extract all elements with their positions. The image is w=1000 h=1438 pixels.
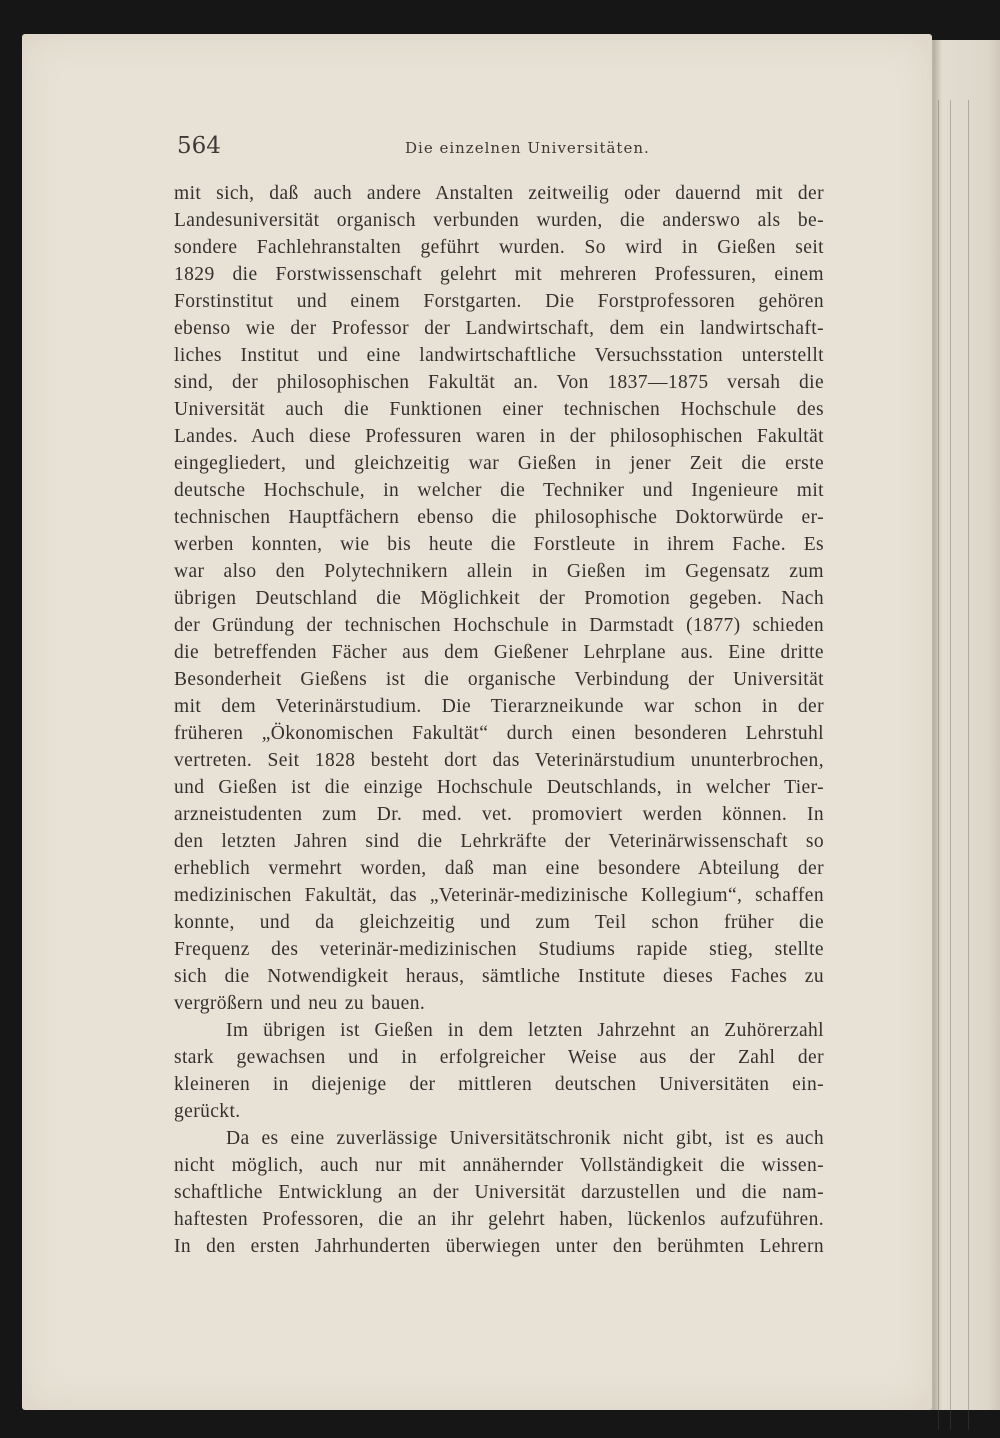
running-head: Die einzelnen Universitäten. — [405, 139, 650, 157]
page-edge — [928, 40, 1000, 1410]
text-line: Frequenz des veterinär-medizinischen Studiums rapide stieg, stellte — [174, 939, 824, 960]
text-line: früheren „Ökonomischen Fakultät“ durch einen besonderen Lehrstuhl — [174, 723, 824, 744]
text-line: mit dem Veterinärstudium. Die Tierarzneikunde war schon in der — [174, 696, 824, 717]
text-line: konnte, und da gleichzeitig und zum Teil schon früher die — [174, 912, 824, 933]
text-line: Da es eine zuverlässige Universitätschronik nicht gibt, ist es auch — [226, 1128, 824, 1149]
edge-line — [968, 100, 969, 1430]
text-line: technischen Hauptfächern ebenso die philosophische Doktorwürde er- — [174, 507, 824, 528]
text-line: medizinischen Fakultät, das „Veterinär-medizinische Kollegium“, schaffen — [174, 885, 824, 906]
text-line: Landesuniversität organisch verbunden wurden, die anderswo als be- — [174, 210, 824, 231]
text-line: vertreten. Seit 1828 besteht dort das Veterinärstudium ununterbrochen, — [174, 750, 824, 771]
text-line: schaftliche Entwicklung an der Universität darzustellen und die nam- — [174, 1182, 824, 1203]
text-line: sich die Notwendigkeit heraus, sämtliche Institute dieses Faches zu — [174, 966, 824, 987]
text-line: war also den Polytechnikern allein in Gießen im Gegensatz zum — [174, 561, 824, 582]
text-line: sondere Fachlehranstalten geführt wurden. So wird in Gießen seit — [174, 237, 824, 258]
text-line: eingegliedert, und gleichzeitig war Gießen in jener Zeit die erste — [174, 453, 824, 474]
text-line: arzneistudenten zum Dr. med. vet. promoviert werden können. In — [174, 804, 824, 825]
text-line: ebenso wie der Professor der Landwirtschaft, dem ein landwirtschaft- — [174, 318, 824, 339]
text-line: Universität auch die Funktionen einer technischen Hochschule des — [174, 399, 824, 420]
text-line: stark gewachsen und in erfolgreicher Weise aus der Zahl der — [174, 1047, 824, 1068]
text-line: nicht möglich, auch nur mit annähernder Vollständigkeit die wissen- — [174, 1155, 824, 1176]
text-line: gerückt. — [174, 1101, 241, 1122]
text-line: übrigen Deutschland die Möglichkeit der Promotion gegeben. Nach — [174, 588, 824, 609]
text-line: deutsche Hochschule, in welcher die Techniker und Ingenieure mit — [174, 480, 824, 501]
text-line: mit sich, daß auch andere Anstalten zeitweilig oder dauernd mit der — [174, 183, 824, 204]
text-line: vergrößern und neu zu bauen. — [174, 993, 426, 1014]
text-line: und Gießen ist die einzige Hochschule Deutschlands, in welcher Tier- — [174, 777, 824, 798]
text-line: werben konnten, wie bis heute die Forstleute in ihrem Fache. Es — [174, 534, 824, 555]
page-header — [177, 131, 827, 165]
text-line: 1829 die Forstwissenschaft gelehrt mit mehreren Professuren, einem — [174, 264, 824, 285]
body-text — [174, 180, 824, 1260]
text-line: kleineren in diejenige der mittleren deutschen Universitäten ein- — [174, 1074, 824, 1095]
text-line: die betreffenden Fächer aus dem Gießener Lehrplane aus. Eine dritte — [174, 642, 824, 663]
text-line: Forstinstitut und einem Forstgarten. Die Forstprofessoren gehören — [174, 291, 824, 312]
text-line: den letzten Jahren sind die Lehrkräfte der Veterinärwissenschaft so — [174, 831, 824, 852]
text-line: Im übrigen ist Gießen in dem letzten Jahrzehnt an Zuhörerzahl — [226, 1020, 824, 1041]
text-line: der Gründung der technischen Hochschule in Darmstadt (1877) schieden — [174, 615, 824, 636]
text-line: Besonderheit Gießens ist die organische Verbindung der Universität — [174, 669, 824, 690]
text-line: Landes. Auch diese Professuren waren in der philosophischen Fakultät — [174, 426, 824, 447]
page-number: 564 — [177, 133, 221, 159]
edge-line — [938, 100, 939, 1430]
text-line: In den ersten Jahrhunderten überwiegen unter den berühmten Lehrern — [174, 1236, 824, 1257]
text-line: erheblich vermehrt worden, daß man eine besondere Abteilung der — [174, 858, 824, 879]
text-line: haftesten Professoren, die an ihr gelehrt haben, lückenlos aufzuführen. — [174, 1209, 824, 1230]
edge-line — [950, 100, 951, 1430]
text-line: sind, der philosophischen Fakultät an. Von 1837—1875 versah die — [174, 372, 824, 393]
text-line: liches Institut und eine landwirtschaftliche Versuchsstation unterstellt — [174, 345, 824, 366]
